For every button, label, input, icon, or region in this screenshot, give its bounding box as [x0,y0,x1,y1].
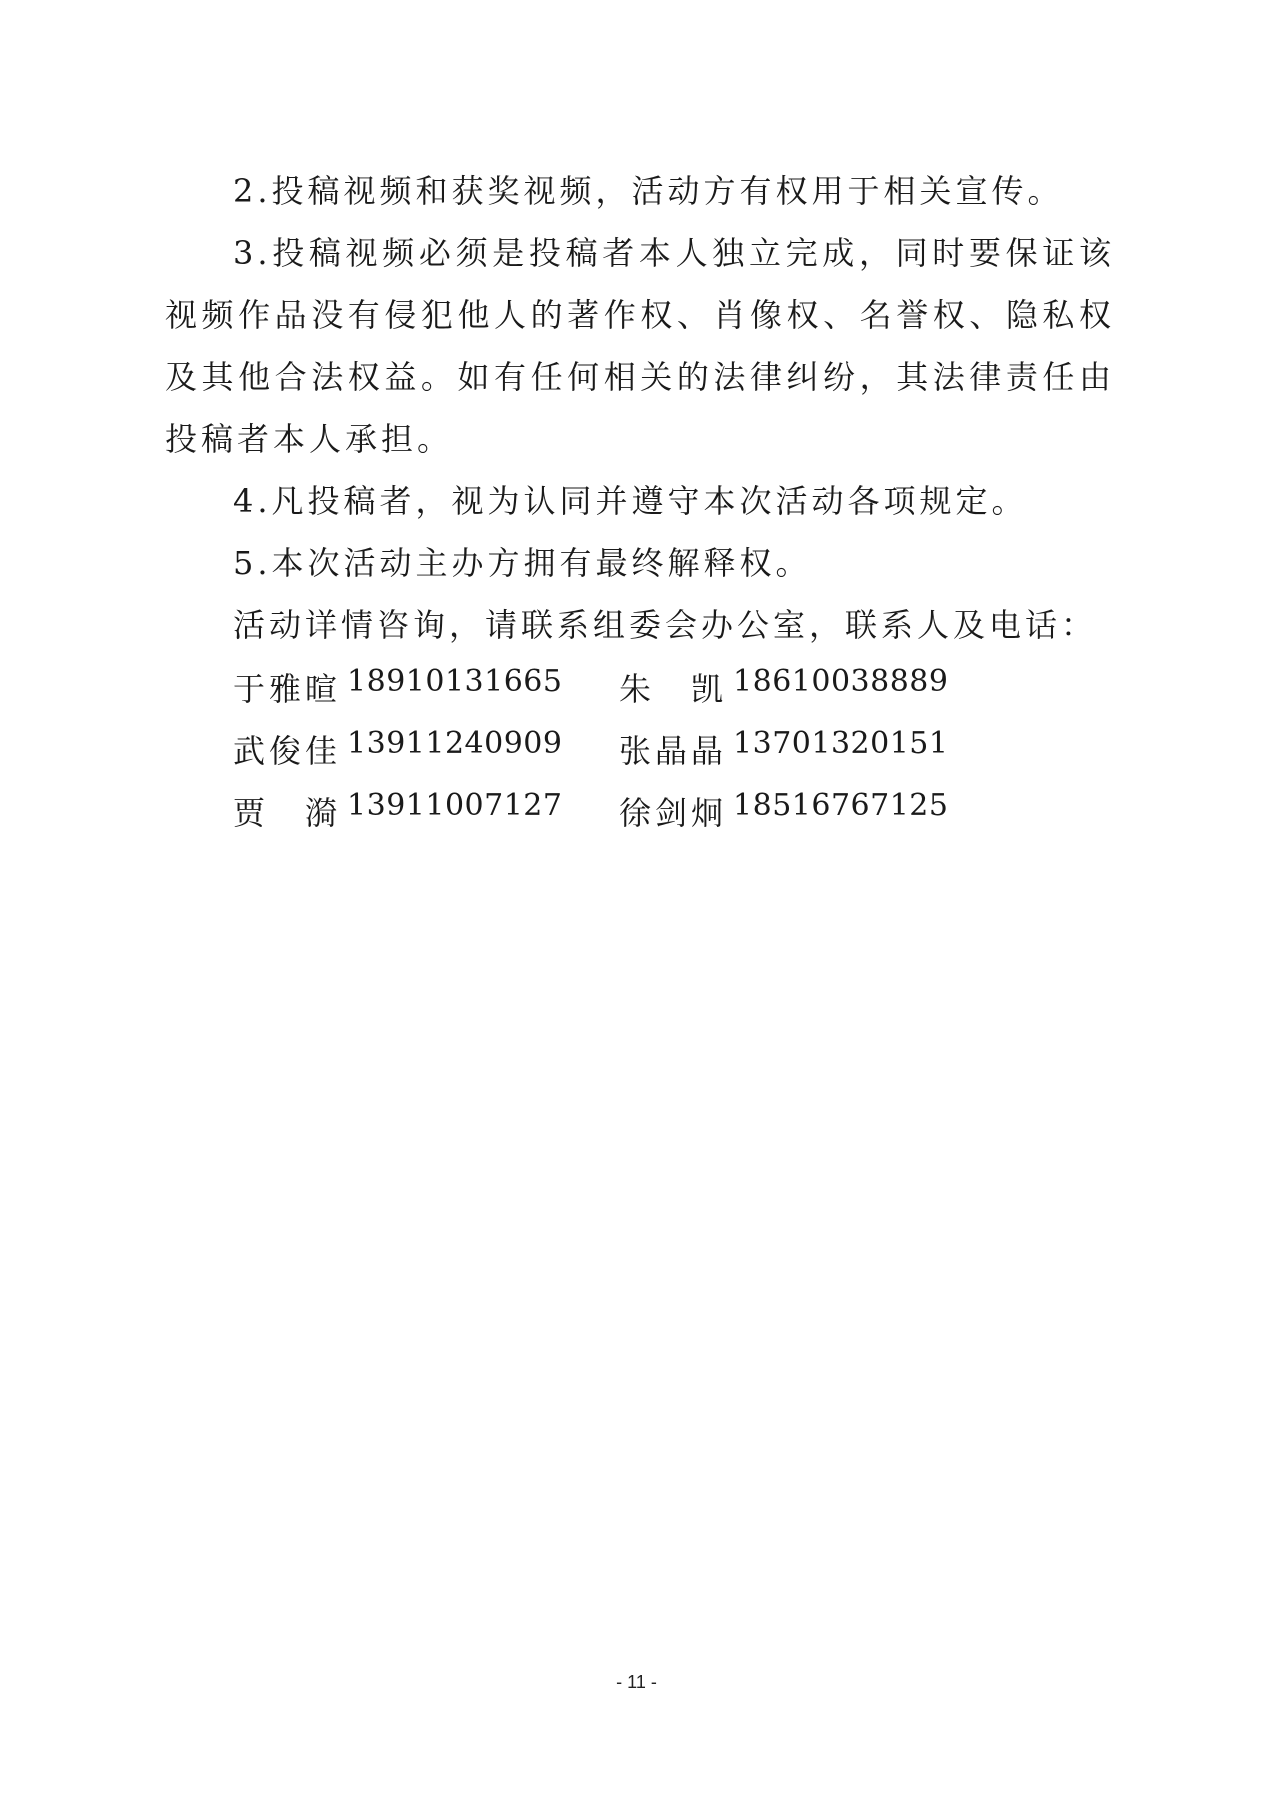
contact-list [233,656,1115,842]
contact-name: 于雅暄 [233,670,342,708]
contact-phone: 13911240909 [347,726,563,761]
contact-name: 张晶晶 [619,732,728,770]
contact-phone: 13911007127 [347,788,563,823]
paragraph-item-5: 5.本次活动主办方拥有最终解释权。 [233,544,812,582]
contact-entry [619,788,1005,834]
contact-row [233,780,1115,842]
contact-entry [619,726,1005,772]
contact-phone: 18516767125 [733,788,949,823]
contact-phone: 18610038889 [733,664,949,699]
contact-name: 朱 凯 [619,670,728,708]
contact-entry [233,726,619,772]
contact-row [233,718,1115,780]
contact-intro: 活动详情咨询，请联系组委会办公室，联系人及电话： [233,606,1098,644]
contact-entry [233,664,619,710]
contact-name: 武俊佳 [233,732,342,770]
contact-phone: 13701320151 [733,726,949,761]
contact-name: 徐剑炯 [619,794,728,832]
page-number: - 11 - [616,1672,657,1692]
contact-entry [233,788,619,834]
paragraph-item-4: 4.凡投稿者，视为认同并遵守本次活动各项规定。 [233,482,1028,520]
contact-entry [619,664,1005,710]
paragraph-item-2: 2.投稿视频和获奖视频，活动方有权用于相关宣传。 [233,172,1064,210]
contact-phone: 18910131665 [347,664,563,699]
contact-name: 贾 漪 [233,794,342,832]
document-body [165,160,1115,842]
paragraph-item-3: 3.投稿视频必须是投稿者本人独立完成，同时要保证该视频作品没有侵犯他人的著作权、肖像权、名誉权、隐私权及其他合法权益。如有任何相关的法律纠纷，其法律责任由投稿者本人承担。 [165,234,1115,458]
contact-row [233,656,1115,718]
